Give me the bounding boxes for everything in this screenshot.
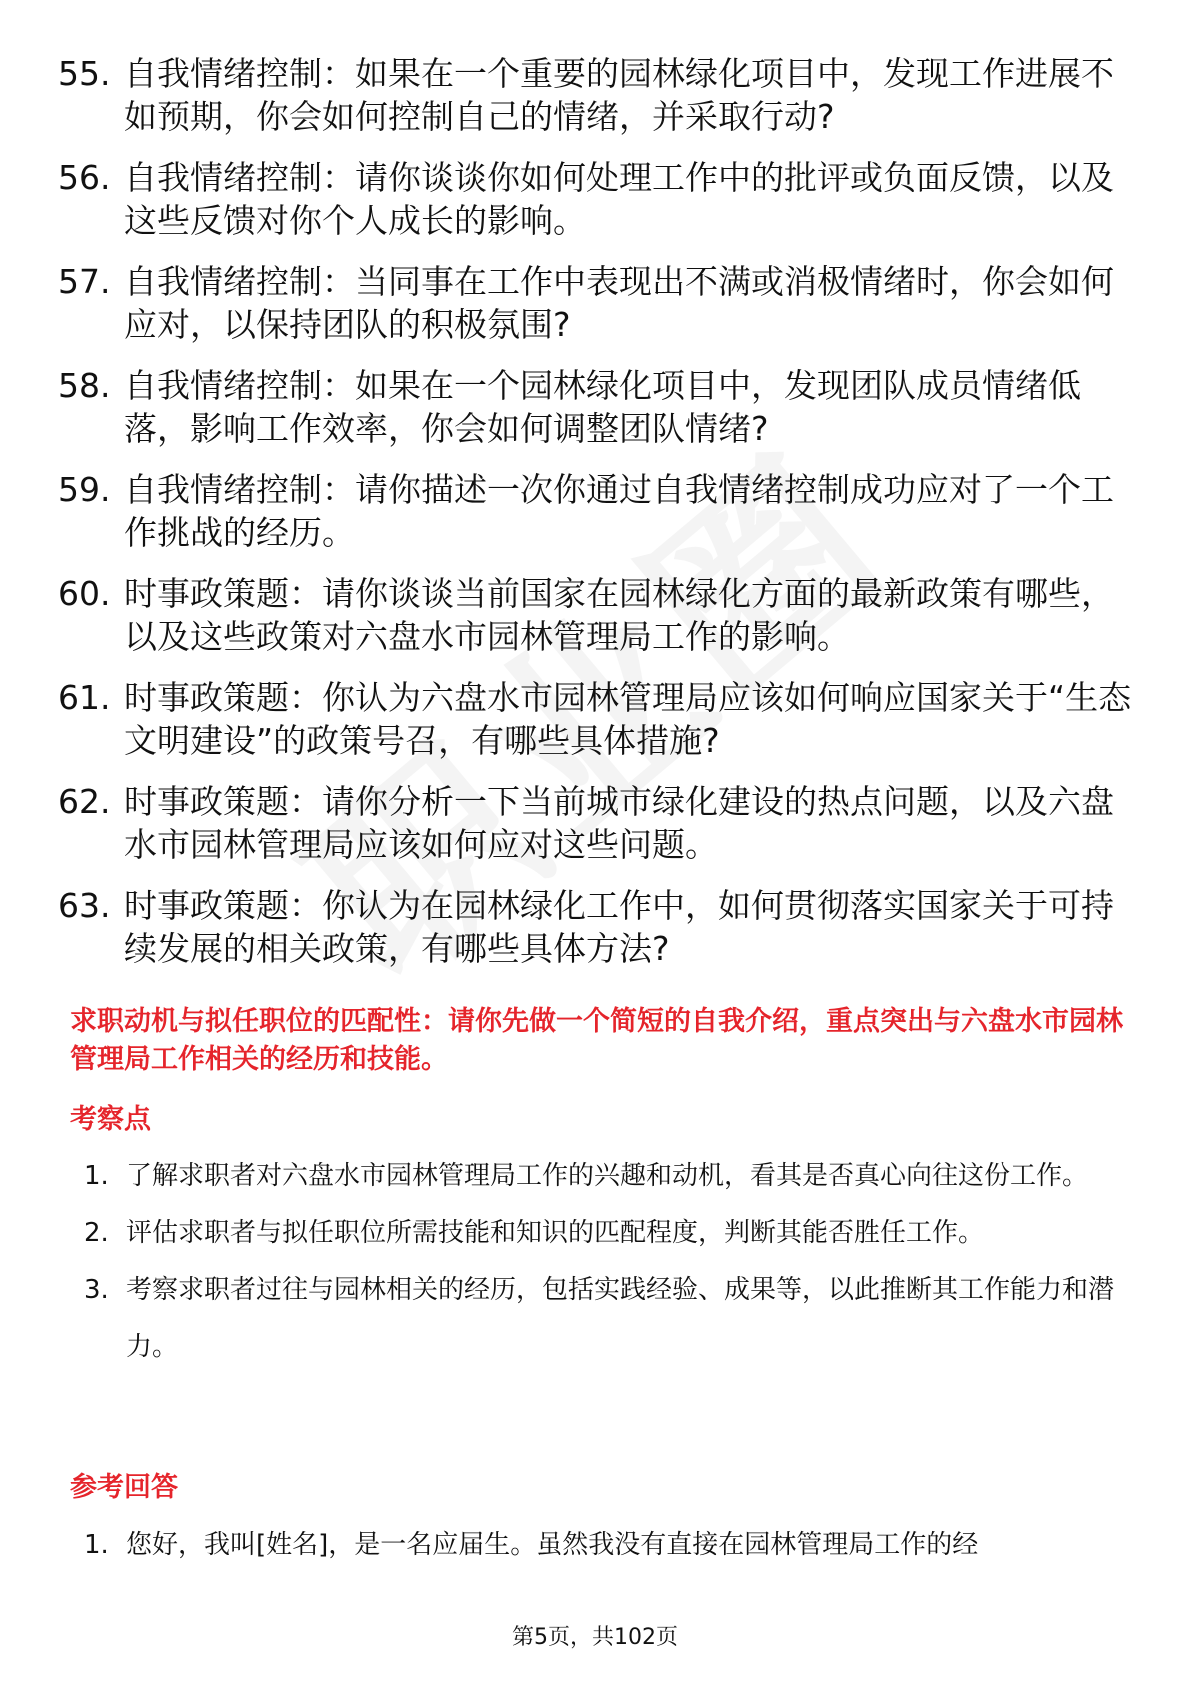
question-item [58, 572, 1138, 658]
inspection-item-text: 了解求职者对六盘水市园林管理局工作的兴趣和动机，看其是否真心向往这份工作。 [126, 1161, 1089, 1191]
question-number: 56. [58, 158, 111, 197]
question-item [58, 52, 1138, 138]
question-number: 58. [58, 366, 111, 405]
question-item [58, 676, 1138, 762]
question-item [58, 780, 1138, 866]
question-text: 自我情绪控制：当同事在工作中表现出不满或消极情绪时，你会如何应对，以保持团队的积极氛围? [124, 262, 1114, 344]
question-list [58, 52, 1138, 988]
inspection-item-text: 考察求职者过往与园林相关的经历，包括实践经验、成果等，以此推断其工作能力和潜力。 [126, 1275, 1115, 1362]
main-question-heading: 求职动机与拟任职位的匹配性：请你先做一个简短的自我介绍，重点突出与六盘水市园林管理局工作相关的经历和技能。 [70, 1006, 1123, 1075]
inspection-list [84, 1148, 1134, 1376]
question-number: 59. [58, 470, 111, 509]
inspection-item [84, 1205, 1134, 1262]
question-number: 55. [58, 54, 111, 93]
question-item [58, 364, 1138, 450]
inspection-item [84, 1148, 1134, 1205]
question-text: 时事政策题：请你谈谈当前国家在园林绿化方面的最新政策有哪些，以及这些政策对六盘水市园林管理局工作的影响。 [124, 574, 1114, 656]
reference-item-text: 您好，我叫[姓名]，是一名应届生。虽然我没有直接在园林管理局工作的经 [126, 1530, 979, 1560]
question-number: 57. [58, 262, 111, 301]
page-footer: 第5页，共102页 [512, 1625, 678, 1650]
question-text: 自我情绪控制：请你描述一次你通过自我情绪控制成功应对了一个工作挑战的经历。 [124, 470, 1114, 552]
question-text: 时事政策题：请你分析一下当前城市绿化建设的热点问题，以及六盘水市园林管理局应该如何应对这些问题。 [124, 782, 1114, 864]
question-text: 自我情绪控制：如果在一个园林绿化项目中，发现团队成员情绪低落，影响工作效率，你会如何调整团队情绪? [124, 366, 1081, 448]
inspection-item-text: 评估求职者与拟任职位所需技能和知识的匹配程度，判断其能否胜任工作。 [126, 1218, 985, 1248]
reference-item-number: 1. [84, 1530, 109, 1560]
question-text: 时事政策题：你认为在园林绿化工作中，如何贯彻落实国家关于可持续发展的相关政策，有哪些具体方法? [124, 886, 1114, 968]
inspection-item [84, 1262, 1134, 1376]
reference-list [84, 1517, 1134, 1574]
inspection-item-number: 2. [84, 1218, 109, 1248]
question-item [58, 156, 1138, 242]
inspection-item-number: 3. [84, 1275, 109, 1305]
question-number: 61. [58, 678, 111, 717]
question-text: 自我情绪控制：如果在一个重要的园林绿化项目中，发现工作进展不如预期，你会如何控制自己的情绪，并采取行动? [124, 54, 1114, 136]
question-item [58, 468, 1138, 554]
question-text: 自我情绪控制：请你谈谈你如何处理工作中的批评或负面反馈，以及这些反馈对你个人成长的影响。 [124, 158, 1114, 240]
inspection-title: 考察点 [70, 1104, 151, 1135]
question-number: 60. [58, 574, 111, 613]
question-text: 时事政策题：你认为六盘水市园林管理局应该如何响应国家关于“生态文明建设”的政策号召，有哪些具体措施? [124, 678, 1132, 760]
reference-title: 参考回答 [70, 1472, 178, 1503]
reference-item [84, 1517, 1134, 1574]
inspection-item-number: 1. [84, 1161, 109, 1191]
question-number: 62. [58, 782, 111, 821]
question-item [58, 884, 1138, 970]
question-number: 63. [58, 886, 111, 925]
question-item [58, 260, 1138, 346]
